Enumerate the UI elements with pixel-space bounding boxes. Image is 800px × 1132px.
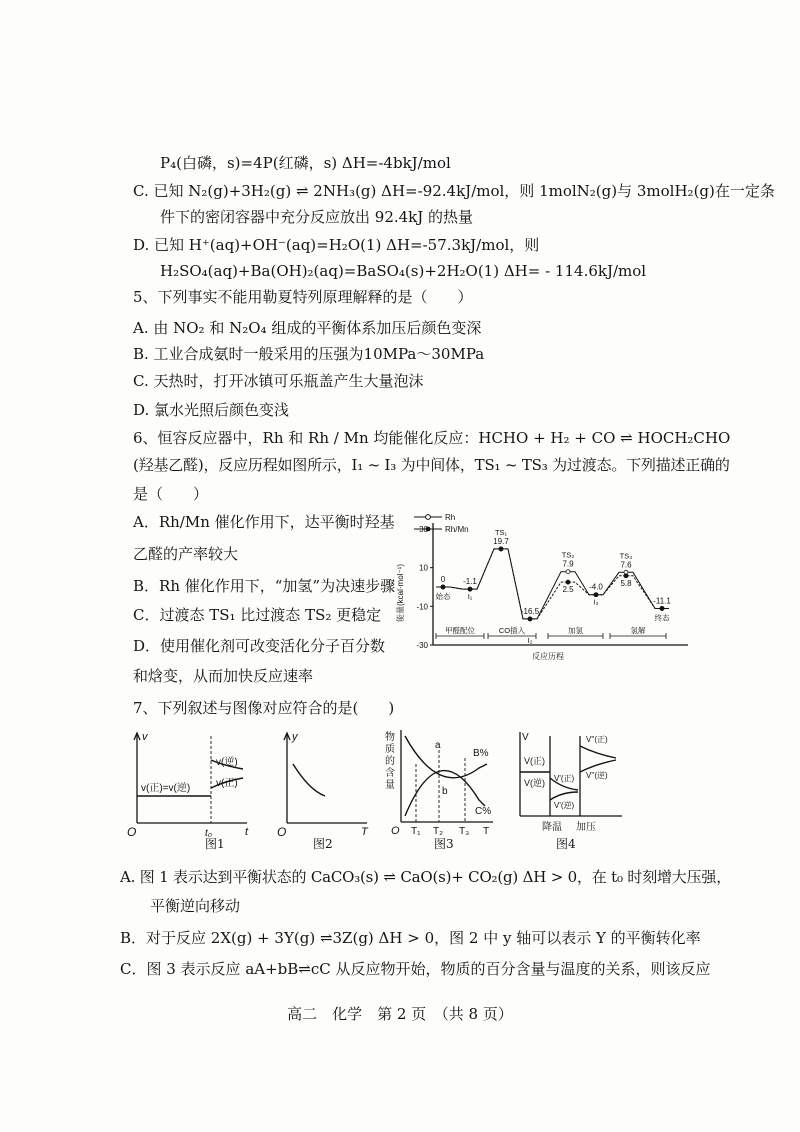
energy-y-label: 能量(kcal·mol⁻¹) (396, 564, 405, 622)
q5-option-b: B. 工业合成氨时一般采用的压强为10MPa～30MPa (133, 345, 485, 363)
legend-rhmn-label: Rh/Mn (445, 525, 469, 534)
fig1-y-label: v (142, 731, 148, 743)
fig4-caption: 图4 (556, 837, 576, 851)
energy-point-0-4 (566, 570, 570, 574)
energy-state-label-7: 终态 (654, 613, 670, 623)
energy-ytick-label-1: 10 (419, 563, 428, 573)
energy-point-1-0 (441, 585, 445, 589)
fig2-origin: O (277, 825, 287, 839)
q6-option-d-line1: D．使用催化剂可改变活化分子百分数 (133, 637, 386, 655)
energy-value-label-0-3: -16.5 (520, 606, 540, 616)
q4-option-d-line1: D. 已知 H⁺(aq)+OH⁻(aq)=H₂O(1) ΔH=-57.3kJ/mol，则 (133, 236, 540, 254)
fig4-v1-rev: V'(逆) (554, 801, 575, 810)
fig1-rev-label: v(逆) (216, 757, 238, 768)
energy-value-label-0-5: -4.0 (589, 582, 603, 592)
fig1-fwd-label: v(正) (216, 778, 238, 789)
q6-option-a-line1: A．Rh/Mn 催化作用下，达平衡时羟基 (133, 513, 395, 531)
energy-ytick-label-3: -30 (416, 641, 428, 650)
page-footer: 高二 化学 第 2 页 （共 8 页） (287, 1005, 513, 1023)
question-7: 7、下列叙述与图像对应符合的是( ) (133, 699, 395, 717)
energy-state-label-2: TS₁ (494, 527, 508, 537)
q7-option-b: B．对于反应 2X(g) + 3Y(g) ⇌3Z(g) ΔH > 0，图 2 中 y 轴可以表示 Y 的平衡转化率 (120, 929, 701, 947)
q5-option-c: C. 天热时，打开冰镇可乐瓶盖产生大量泡沫 (133, 372, 424, 390)
fig4-press-fwd (580, 746, 616, 758)
q7-option-a-line2: 平衡逆向移动 (150, 897, 241, 915)
fig3-c-pct: C% (475, 806, 492, 817)
figure-1 (125, 728, 255, 838)
fig3-t3: T₃ (459, 826, 470, 837)
energy-point-1-4 (566, 580, 570, 584)
fig4-v2-fwd: V''(正) (586, 735, 608, 744)
q4-option-c-line1: C. 已知 N₂(g)+3H₂(g) ⇌ 2NH₃(g) ΔH=-92.4kJ/mol，则 1molN₂(g)与 3molH₂(g)在一定条 (133, 182, 775, 200)
q6-option-a-line2: 乙醛的产率较大 (133, 545, 239, 563)
energy-y-ticks (416, 525, 433, 650)
fig3-t1: T₁ (411, 826, 421, 837)
fig3-point-b: b (442, 786, 448, 797)
legend-rh-label: Rh (445, 513, 456, 522)
fig3-y-label-1: 物 (385, 732, 395, 743)
question-6-line1: 6、恒容反应器中，Rh 和 Rh / Mn 均能催化反应：HCHO + H₂ + CO ⇌ HOCH₂CHO (133, 429, 731, 447)
fig4-v-rev: V(逆) (524, 778, 545, 788)
fig3-b-pct: B% (473, 748, 489, 759)
fig3-y-label-5: 量 (385, 780, 395, 791)
fig3-y-label-4: 含 (385, 768, 395, 779)
fig4-v-fwd: V(正) (524, 756, 545, 766)
fig3-point-a: a (435, 740, 441, 751)
q6-option-d-line2: 和焓变，从而加快反应速率 (133, 667, 314, 685)
fig3-origin: O (391, 825, 400, 837)
fig4-press-label: 加压 (576, 822, 596, 833)
fig3-caption: 图3 (434, 837, 454, 851)
energy-state-label-5: I₃ (593, 597, 599, 607)
fig2-curve (293, 764, 325, 796)
figure-4 (512, 726, 632, 836)
energy-value-label-0-1: -1.1 (463, 577, 477, 587)
energy-value-label-0-6: 7.6 (620, 560, 632, 570)
question-6-line3: 是（ ） (133, 485, 209, 503)
energy-state-label-4: TS₂ (561, 550, 575, 560)
energy-point-1-3 (528, 617, 532, 621)
energy-value-label-0-4: 7.9 (562, 559, 574, 569)
q6-option-b: B．Rh 催化作用下，“加氢”为决速步骤 (133, 577, 396, 595)
fig1-t0-label: t₀ (205, 828, 212, 839)
energy-state-label-0: 始态 (435, 592, 451, 601)
question-6-line2: (羟基乙醛)，反应历程如图所示，I₁ ~ I₃ 为中间体，TS₁ ~ TS₃ 为过渡态。下列描述正确的 (133, 456, 730, 474)
q4b-continuation: P₄(白磷，s)=4P(红磷，s) ΔH=-4bkJ/mol (160, 154, 451, 172)
fig2-caption: 图2 (313, 837, 333, 851)
fig2-y-label: y (292, 731, 298, 743)
energy-value-label-0-2: 19.7 (493, 536, 509, 546)
energy-x-label: 反应历程 (532, 652, 564, 661)
q7-option-c: C．图 3 表示反应 aA+bB⇌cC 从反应物开始，物质的百分含量与温度的关系，则该反应 (120, 960, 711, 978)
energy-point-1-7 (660, 606, 664, 610)
fig3-y-label-2: 质 (385, 744, 395, 755)
energy-ytick-label-0: 30 (419, 525, 428, 534)
energy-value-label-0-0: 0 (440, 575, 446, 584)
figure-3 (383, 726, 503, 836)
energy-value-label-1-4: 2.5 (562, 585, 574, 595)
fig2-x-label: T (361, 826, 368, 838)
fig4-y-label: V (522, 732, 529, 743)
fig4-cool-rev (550, 792, 578, 800)
energy-stage-label-2: 加氢 (568, 626, 583, 635)
energy-point-1-6 (624, 574, 628, 578)
fig1-x-label: t (245, 826, 249, 838)
fig1-origin: O (127, 825, 137, 839)
fig4-v2-rev: V''(逆) (586, 771, 608, 780)
energy-value-label-1-6: 5.8 (620, 578, 632, 588)
q5-option-a: A. 由 NO₂ 和 N₂O₄ 组成的平衡体系加压后颜色变深 (133, 319, 482, 337)
fig1-eq-label: v(正)=v(逆) (141, 783, 191, 794)
energy-ytick-label-2: -10 (416, 602, 428, 612)
energy-state-label-6: TS₃ (619, 551, 633, 561)
energy-stage-brackets (436, 625, 666, 639)
fig3-x-label: T (483, 826, 490, 837)
energy-point-1-1 (468, 587, 472, 591)
fig1-caption: 图1 (205, 837, 225, 851)
fig3-t2: T₂ (433, 826, 443, 837)
q6-option-c: C．过渡态 TS₁ 比过渡态 TS₂ 更稳定 (133, 606, 382, 624)
fig3-y-label-3: 的 (385, 756, 395, 767)
figure-2 (275, 728, 375, 838)
energy-value-label-0-7: -11.1 (653, 596, 671, 606)
energy-stage-label-0: 甲醛配位 (445, 626, 475, 635)
energy-stage-label-1: CO插入 (498, 626, 526, 635)
energy-point-1-5 (594, 593, 598, 597)
q5-option-d: D. 氯水光照后颜色变浅 (133, 401, 290, 419)
fig4-v1-fwd: V'(正) (554, 774, 575, 783)
energy-state-label-1: I₁ (467, 592, 473, 602)
q7-option-a-line1: A. 图 1 表示达到平衡状态的 CaCO₃(s) ⇌ CaO(s)+ CO₂(g) ΔH > 0，在 t₀ 时刻增大压强， (120, 868, 731, 886)
energy-point-1-2 (499, 547, 503, 551)
energy-profile-chart (398, 505, 698, 670)
energy-stage-label-3: 氢解 (630, 626, 646, 635)
question-5: 5、下列事实不能用勒夏特列原理解释的是（ ） (133, 288, 473, 306)
q4-option-d-line2: H₂SO₄(aq)+Ba(OH)₂(aq)=BaSO₄(s)+2H₂O(1) ΔH= - 114.6kJ/mol (160, 262, 647, 280)
energy-state-label-3: I₂ (527, 635, 533, 645)
fig4-cool-label: 降温 (542, 822, 562, 833)
q4-option-c-line2: 件下的密闭容器中充分反应放出 92.4kJ 的热量 (160, 208, 474, 226)
legend-rh-marker (426, 515, 431, 520)
